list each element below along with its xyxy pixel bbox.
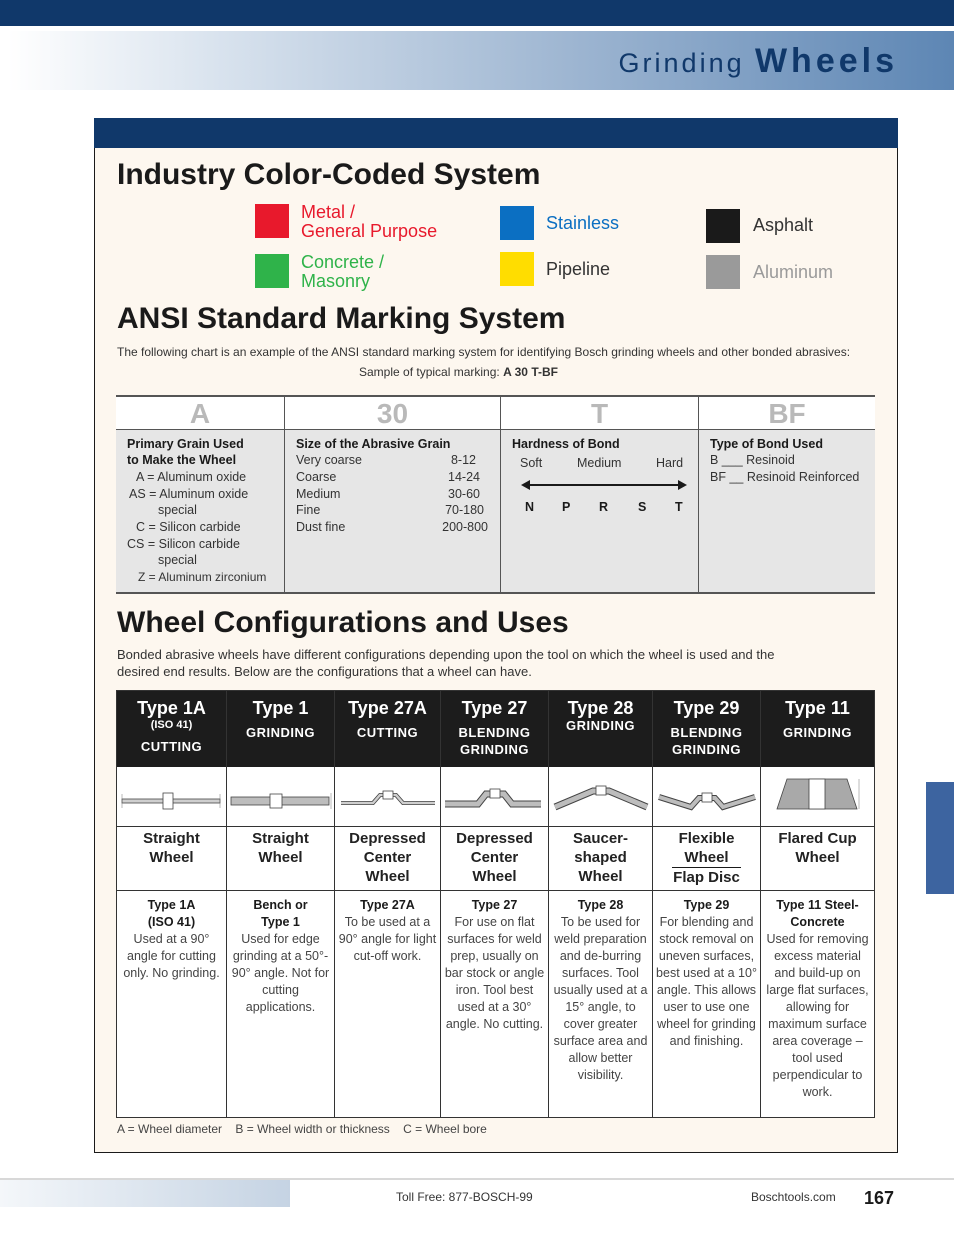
swatch-pipeline [500,252,534,286]
saucer-shaped-wheel-icon [549,767,653,827]
wheel-col-type29: Type 29 BLENDING GRINDING Flexible Wheel Flap Disc Type 29 For blending and stock removal on uneven surfaces, best used at a 10° angle. This allows user to use one wheel for grinding and finishing. [653,691,761,1117]
ansi-col-bond: BF Type of Bond Used B ___ Resinoid BF __ Resinoid Reinforced [699,397,875,592]
wheel-col-type28: Type 28 GRINDING Saucer- shaped Wheel Type 28 To be used for weld preparation and de-burring surfaces. Tool usually used at a 15° angle, to cover greater surface area and allow better visibility. [549,691,653,1117]
ansi-col-size: 30 Size of the Abrasive Grain Very coarse 8-12 Coarse 14-24 Medium 30-60 Fine 70-180 Dust fine 200-800 [285,397,501,592]
color-system-title: Industry Color-Coded System [117,158,541,191]
page-title-light: Grinding [618,48,745,78]
label-aluminum: Aluminum [753,262,834,282]
depressed-center-grinding-wheel-icon [441,767,549,827]
footer-website: Boschtools.com [751,1190,836,1204]
footer-band [0,1180,290,1207]
swatch-metal [255,204,289,238]
wheels-intro-1: Bonded abrasive wheels have different configurations depending upon the tool on which the wheel is used and the [117,647,775,662]
label-stainless: Stainless [546,213,620,233]
wheel-col-type1: Type 1 GRINDING Straight Wheel Bench or Type 1 Used for edge grinding at a 50°- 90° angle. Not for cutting applications. [227,691,335,1117]
top-band [0,0,954,26]
footer-phone: Toll Free: 877-BOSCH-99 [396,1190,533,1204]
label-pipeline: Pipeline [546,259,611,279]
label-metal: Metal / General Purpose [301,202,438,241]
ansi-sample: Sample of typical marking: A 30 T-BF [359,365,558,379]
ansi-letter: 30 [285,397,500,430]
ansi-col-hardness: T Hardness of Bond Soft Medium Hard N P R S T [501,397,699,592]
page-number: 167 [864,1188,895,1208]
ansi-letter: T [501,397,698,430]
straight-cutting-wheel-icon [117,767,225,827]
wheel-table [116,690,875,1118]
dimension-legend: A = Wheel diameter B = Wheel width or thickness C = Wheel bore [117,1122,487,1136]
wheel-col-type27: Type 27 BLENDING GRINDING Depressed Center Wheel Type 27 For use on flat surfaces for weld prep, usually on bar stock or angle iron. Tool best used at a 30° angle. No cutting. [441,691,549,1117]
wheel-col-type27a: Type 27A CUTTING Depressed Center Wheel Type 27A To be used at a 90° angle for light cut-off work. [335,691,441,1117]
ansi-col-grain: A Primary Grain Used to Make the Wheel A = Aluminum oxide AS = Aluminum oxide special C = Silicon carbide CS = Silicon carbide special Z = Aluminum zirconium [116,397,285,592]
swatch-stainless [500,206,534,240]
label-concrete: Concrete / Masonry [301,252,385,291]
wheel-col-type1a: Type 1A (ISO 41) CUTTING Straight Wheel Type 1A (ISO 41) Used at a 90° angle for cutting only. No grinding. [117,691,227,1117]
ansi-letter: BF [699,397,875,430]
swatch-concrete [255,254,289,288]
swatch-asphalt [706,209,740,243]
ansi-table [116,395,875,594]
frame-top-bar [94,118,898,148]
page-title [619,42,898,81]
ansi-title: ANSI Standard Marking System [117,302,566,335]
straight-grinding-wheel-icon [227,767,335,827]
section-tab [926,782,954,894]
hardness-arrow [521,478,687,492]
label-asphalt: Asphalt [753,215,814,235]
ansi-letter: A [116,397,284,430]
page-title-bold: Wheels [754,42,898,80]
flexible-wheel-icon [653,767,761,827]
depressed-center-cutting-wheel-icon [335,767,441,827]
wheel-col-type11: Type 11 GRINDING Flared Cup Wheel Type 11 Steel- Concrete Used for removing excess material and build-up on large flat surfaces, allowing for maximum surface area coverage – tool used perpendicular to work. [761,691,874,1117]
wheels-intro-2: desired end results. Below are the configurations that a wheel can have. [117,664,532,679]
flared-cup-wheel-icon [761,767,874,827]
wheels-title: Wheel Configurations and Uses [117,606,569,639]
ansi-intro: The following chart is an example of the ANSI standard marking system for identifying Bosch grinding wheels and other bonded abrasives: [117,345,851,359]
swatch-aluminum [706,255,740,289]
